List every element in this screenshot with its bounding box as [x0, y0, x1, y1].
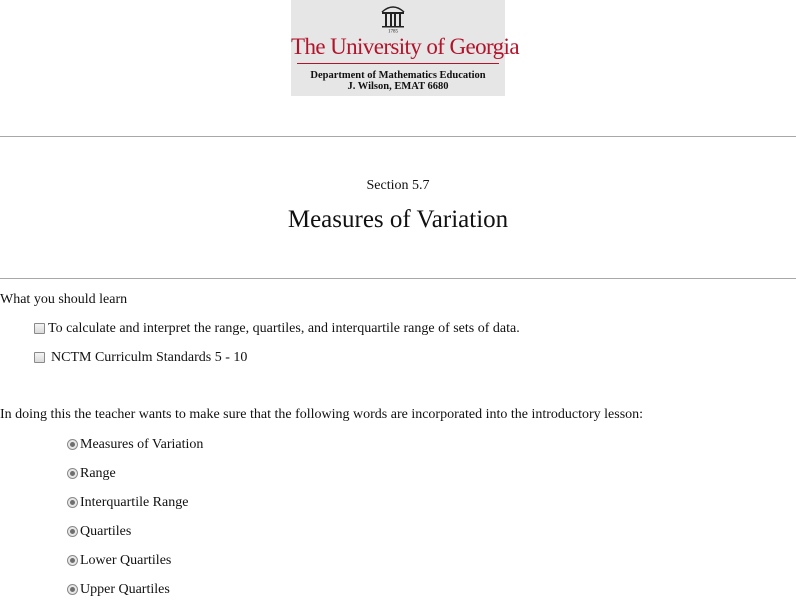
learn-item-label: NCTM Curriculm Standards 5 - 10	[51, 350, 248, 365]
university-logo	[291, 0, 519, 96]
university-name: The University of Georgia	[291, 34, 519, 59]
term-label: Measures of Variation	[80, 437, 204, 452]
radio-bullet-icon	[67, 468, 78, 479]
checkbox-bullet-icon	[34, 323, 45, 334]
page-title: Measures of Variation	[287, 206, 509, 233]
term-label: Range	[80, 466, 116, 481]
department-name: Department of Mathematics Education	[310, 70, 486, 81]
learn-item-label: To calculate and interpret the range, quartiles, and interquartile range of sets of data.	[48, 321, 520, 336]
learn-heading: What you should learn	[0, 292, 128, 307]
lesson-intro: In doing this the teacher wants to make sure that the following words are incorporated into the introductory lesson:	[0, 407, 644, 422]
radio-bullet-icon	[67, 584, 78, 595]
radio-bullet-icon	[67, 439, 78, 450]
logo-divider	[297, 63, 499, 64]
term-label: Quartiles	[80, 524, 132, 539]
term-label: Upper Quartiles	[80, 582, 170, 597]
section-label: Section 5.7	[366, 178, 430, 193]
term-label: Lower Quartiles	[80, 553, 172, 568]
top-divider	[0, 136, 796, 137]
author-course: J. Wilson, EMAT 6680	[347, 81, 449, 92]
logo-year: 1785	[388, 29, 398, 33]
radio-bullet-icon	[67, 526, 78, 537]
radio-bullet-icon	[67, 555, 78, 566]
title-divider	[0, 278, 796, 279]
checkbox-bullet-icon	[34, 352, 45, 363]
radio-bullet-icon	[67, 497, 78, 508]
arch-pillars-icon	[379, 3, 407, 33]
term-label: Interquartile Range	[80, 495, 189, 510]
